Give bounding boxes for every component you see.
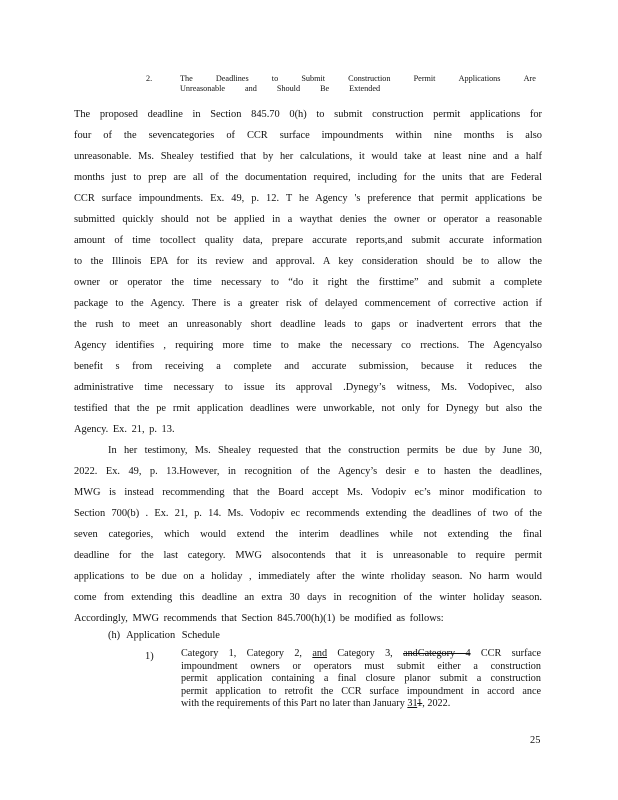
- text-line: 2022. Ex. 49, p. 13.However, in recognition of the Agency’s desir e to hasten the deadlines,: [74, 466, 542, 477]
- heading-number: 2.: [146, 74, 153, 83]
- text-line: administrative time necessary to issue its approval .Dynegy’s witness, Ms. Vodopivec, also: [74, 382, 542, 393]
- heading-word: Unreasonable: [180, 84, 226, 93]
- amended-rule-text: [181, 648, 541, 711]
- text-line: submitted quickly should not be applied in a waythat denies the owner or operator a reasonable: [74, 214, 542, 225]
- heading-word: Should: [276, 84, 301, 93]
- text-line: four of the sevencategories of CCR surface impoundments within nine months is also: [74, 130, 542, 141]
- heading-word: Construction: [348, 74, 391, 83]
- rule-line: permit application to retrofit the CCR surface impoundment in accord ance: [181, 685, 541, 697]
- rule-line: impoundment owners or operators must submit either a construction: [181, 660, 541, 672]
- text-line: package to the Agency. There is a greater risk of delayed commencement of corrective action if: [74, 298, 542, 309]
- text-line: seven categories, which would extend the interim deadlines while not extending the final: [74, 529, 542, 540]
- heading-word: and: [245, 84, 257, 93]
- item-number: 1): [145, 651, 154, 662]
- rule-line: with the requirements of this Part no later than January 311, 2022.: [181, 698, 451, 710]
- text-line: MWG is instead recommending that the Board accept Ms. Vodopiv ec’s minor modification to: [74, 487, 542, 498]
- text-line: unreasonable. Ms. Shealey testified that by her calculations, it would take at least nine and a half: [74, 151, 542, 162]
- heading-word: to: [271, 74, 279, 83]
- inserted-text: and: [312, 648, 328, 659]
- text-line: Section 700(b) . Ex. 21, p. 14. Ms. Vodopiv ec recommends extending the deadlines of two of the: [74, 508, 542, 519]
- inserted-text: 31: [407, 698, 418, 710]
- page-number: 25: [530, 735, 541, 746]
- heading-word: Extended: [349, 84, 381, 93]
- text-line: CCR surface impoundments. Ex. 49, p. 12. T he Agency 's preference that permit applications be: [74, 193, 542, 204]
- rule-line: permit application containing a final closure planor submit a construction: [181, 673, 541, 685]
- text-line: owner or operator the time necessary to “do it right the firsttime” and submit a complete: [74, 277, 542, 288]
- text-line: applications to be due on a holiday , immediately after the winte rholiday season. No harm would: [74, 571, 542, 582]
- text-line: testified that the pe rmit application deadlines were unworkable, not only for Dynegy but also the: [74, 403, 542, 414]
- text-line: The proposed deadline in Section 845.70 0(h) to submit construction permit applications for: [74, 109, 542, 120]
- text-line: Agency identifies , requiring more time to make the necessary co rrections. The Agencyalso: [74, 340, 542, 351]
- deleted-text: 1: [417, 698, 423, 710]
- text-line: In her testimony, Ms. Shealey requested that the construction permits be due by June 30,: [108, 445, 542, 456]
- text-line: come from extending this deadline an extra 30 days in recognition of the winter holiday season.: [74, 592, 542, 603]
- text-line: Agency. Ex. 21, p. 13.: [74, 424, 175, 435]
- heading-word: Deadlines: [215, 74, 249, 83]
- heading-word: Are: [523, 74, 536, 83]
- text-line: Accordingly, MWG recommends that Section 845.700(h)(1) be modified as follows:: [74, 613, 444, 624]
- text-line: deadline for the last category. MWG alsocontends that it is unreasonable to require permit: [74, 550, 542, 561]
- rule-line: Category 1, Category 2, and Category 3, andCategory 4 CCR surface: [181, 648, 542, 659]
- heading-line-2: [180, 83, 536, 94]
- heading-word: The: [180, 74, 193, 83]
- text-line: months just to prep are all of the documentation required, including for the units that are Federal: [74, 172, 542, 183]
- text-line: the rush to meet an unreasonably short deadline leads to gaps or inadvertent errors that the: [74, 319, 542, 330]
- deleted-text: andCategory 4: [403, 648, 471, 659]
- heading-word: Permit: [413, 74, 436, 83]
- heading-word: Be: [320, 84, 330, 93]
- heading-word: Applications: [458, 74, 501, 83]
- text-line: benefit s from receiving a complete and accurate submission, because it reduces the: [74, 361, 542, 372]
- heading-word: Submit: [301, 74, 325, 83]
- subsection-heading: (h) Application Schedule: [108, 630, 220, 641]
- text-line: to the Illinois EPA for its review and approval. A key consideration should be to allow the: [74, 256, 542, 267]
- text-line: amount of time tocollect quality data, prepare accurate reports,and submit accurate information: [74, 235, 542, 246]
